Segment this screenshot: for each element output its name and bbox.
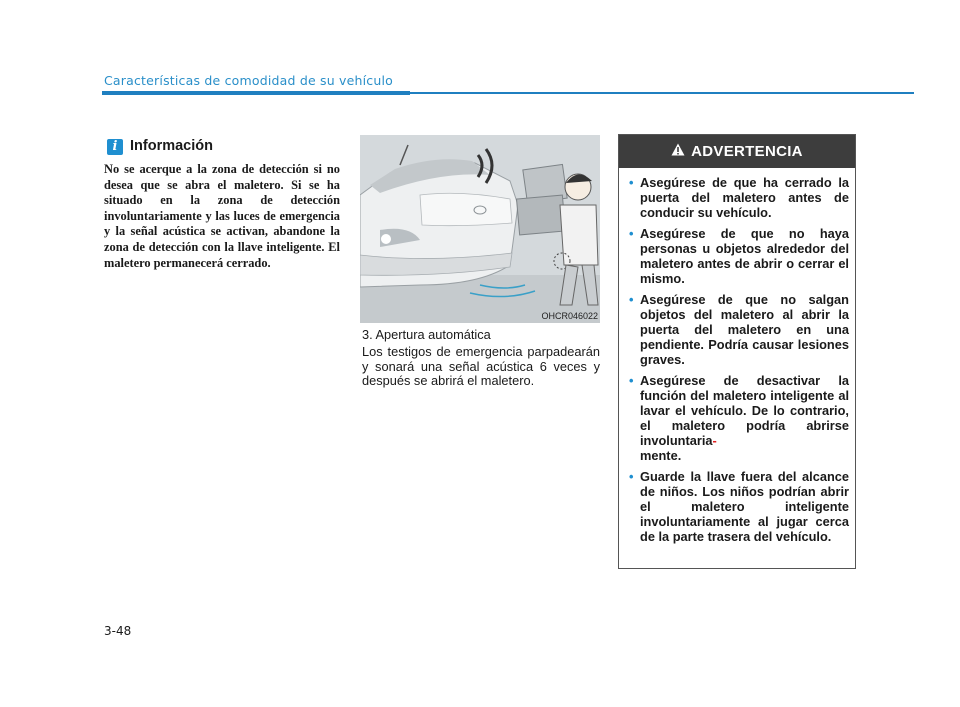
bullet-icon: • [629,373,634,388]
warning-item [629,226,849,286]
warning-item [629,175,849,220]
section-header-title: Características de comodidad de su vehículo [104,73,394,88]
bullet-icon: • [629,292,634,307]
info-icon: i [107,139,123,155]
hyphen-mark: - [712,433,717,448]
car-person-drawing [360,135,600,323]
warning-item [629,373,849,463]
info-text: No se acerque a la zona de detección si no desea que se abra el maletero. Si se ha situado en la zona de detección involuntariamente y las luces de emergencia y la señal acústica se activan, abandone la zona de detección con la llave inteligente. El maletero permanecerá cerrado. [104,162,340,270]
warning-item-text-tail: mente. [640,448,682,463]
section-header-line [410,92,914,94]
bullet-icon: • [629,175,634,190]
warning-item-text: Asegúrese de que ha cerrado la puerta del maletero antes de conducir su vehículo. [640,175,849,220]
warning-triangle-icon [671,143,685,160]
warning-list [619,168,855,544]
step-text: Los testigos de emergencia parpadearán y sonará una señal acústica 6 veces y después se abrirá el maletero. [362,344,600,389]
info-title: Información [130,138,213,154]
warning-item-text: Guarde la llave fuera del alcance de niños. Los niños podrían abrir el maletero inteligente involuntariamente al jugar cerca de la parte trasera del vehículo. [640,469,849,544]
page-number: 3-48 [104,624,132,638]
figure-code: OHCR046022 [541,311,598,321]
bullet-icon: • [629,469,634,484]
step-title: 3. Apertura automática [362,327,491,342]
warning-header [619,135,855,168]
bullet-icon: • [629,226,634,241]
section-header-bar [102,91,410,95]
warning-title: ADVERTENCIA [691,143,803,160]
warning-item [629,469,849,544]
smart-trunk-illustration [360,135,600,323]
warning-box [618,134,856,569]
warning-item [629,292,849,367]
warning-item-text: Asegúrese de que no salgan objetos del maletero al abrir la puerta del maletero en una pendiente. Podría causar lesiones graves. [640,292,849,367]
warning-item-text: Asegúrese de que no haya personas u objetos alrededor del maletero antes de abrir o cerrar el mismo. [640,226,849,286]
warning-item-text: Asegúrese de desactivar la función del maletero inteligente al lavar el vehículo. De lo contrario, el maletero podría abrirse involuntaria [640,373,849,448]
